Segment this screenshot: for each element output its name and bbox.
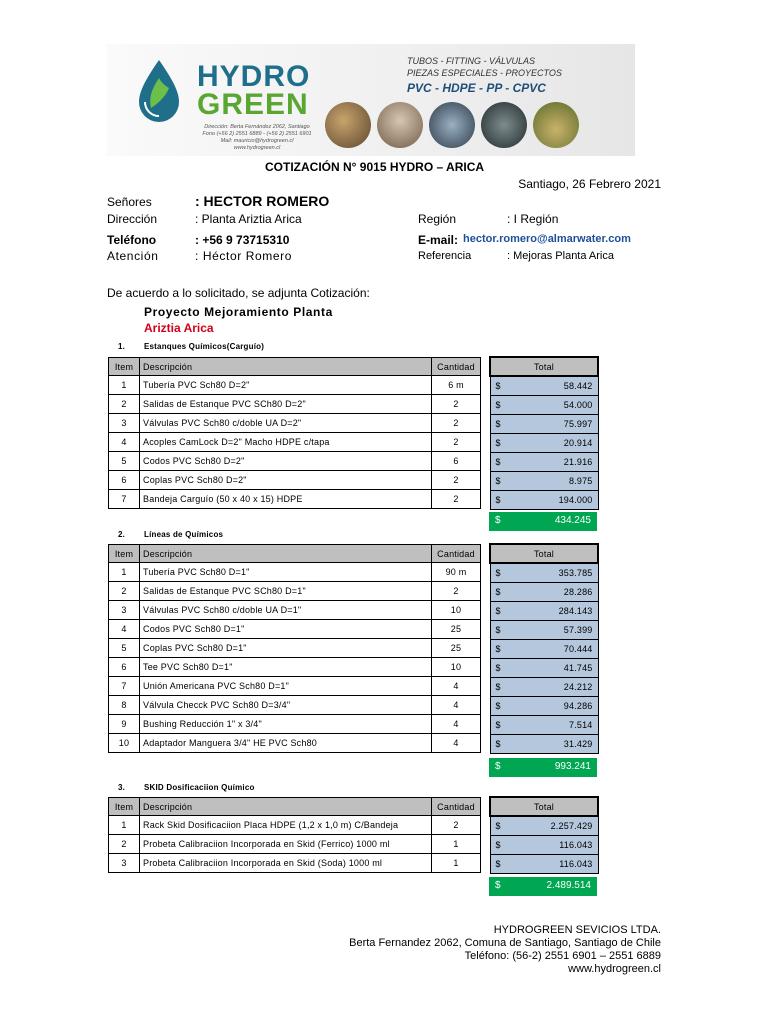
row-item-number: 3: [109, 601, 140, 620]
address-line: Fono (+56 2) 2551 6889 - (+56 2) 2551 6901: [202, 131, 312, 137]
row-quantity: 1: [432, 835, 481, 854]
col-total: Total: [490, 797, 598, 816]
row-description: Salidas de Estanque PVC SCh80 D=2": [140, 395, 432, 414]
direccion-label: Dirección: [107, 212, 158, 226]
section-3-table: [108, 797, 481, 873]
total-row: [490, 659, 598, 678]
table-row: [109, 582, 481, 601]
row-total: 194.000: [507, 491, 599, 510]
row-total: 353.785: [507, 563, 599, 583]
footer-phone: Teléfono: (56-2) 2551 6901 – 2551 6889: [464, 950, 661, 962]
photo-fittings: [429, 102, 475, 148]
row-total: 41.745: [507, 659, 599, 678]
direccion-value: : Planta Ariztia Arica: [195, 212, 302, 226]
currency-sign: $: [490, 640, 507, 659]
currency-sign: $: [490, 434, 507, 453]
client-name: : HECTOR ROMERO: [195, 193, 330, 209]
row-total: 54.000: [507, 396, 599, 415]
row-item-number: 6: [109, 471, 140, 490]
address-line: www.hydrogreen.cl: [233, 145, 281, 151]
currency-sign: $: [490, 415, 507, 434]
col-quantity: Cantidad: [432, 545, 481, 563]
row-total: 8.975: [507, 472, 599, 491]
row-item-number: 2: [109, 582, 140, 601]
address-line: Mail: mauricio@hydrogreen.cl: [220, 138, 294, 144]
section-1-totals: [489, 356, 599, 510]
row-quantity: 2: [432, 471, 481, 490]
water-drop-logo-icon: [135, 58, 183, 122]
senores-label: Señores: [107, 195, 152, 209]
total-row: [490, 472, 598, 491]
table-row: [109, 854, 481, 873]
row-item-number: 2: [109, 835, 140, 854]
currency-sign: $: [495, 880, 501, 891]
table-header-row: [109, 545, 481, 563]
total-row: [490, 583, 598, 602]
row-total: 21.916: [507, 453, 599, 472]
row-total: 94.286: [507, 697, 599, 716]
row-description: Válvulas PVC Sch80 c/doble UA D=2": [140, 414, 432, 433]
col-item: Item: [109, 798, 140, 816]
currency-sign: $: [490, 621, 507, 640]
row-description: Codos PVC Sch80 D=1": [140, 620, 432, 639]
section-1-number: 1.: [118, 342, 126, 351]
project-title: Proyecto Mejoramiento Planta: [144, 305, 333, 319]
region-label: Región: [418, 212, 457, 226]
currency-sign: $: [490, 659, 507, 678]
table-row: [109, 376, 481, 395]
currency-sign: $: [490, 583, 507, 602]
row-quantity: 25: [432, 620, 481, 639]
currency-sign: $: [495, 761, 501, 772]
row-description: Válvulas PVC Sch80 c/doble UA D=1": [140, 601, 432, 620]
row-item-number: 9: [109, 715, 140, 734]
row-item-number: 1: [109, 563, 140, 582]
total-row: [490, 453, 598, 472]
row-total: 20.914: [507, 434, 599, 453]
table-row: [109, 620, 481, 639]
telefono-value: : +56 9 73715310: [195, 233, 290, 247]
row-total: 116.043: [507, 855, 599, 874]
row-total: 58.442: [507, 376, 599, 396]
currency-sign: $: [490, 472, 507, 491]
row-item-number: 3: [109, 414, 140, 433]
total-row: [490, 602, 598, 621]
section-1-table: [108, 357, 481, 509]
row-total: 116.043: [507, 836, 599, 855]
section-3-name: SKID Dosificaciion Químico: [144, 783, 255, 792]
email-link[interactable]: hector.romero@almarwater.com: [463, 233, 631, 245]
quotation-title: COTIZACIÓN N° 9015 HYDRO – ARICA: [265, 160, 485, 174]
col-total: Total: [490, 544, 598, 563]
section-2-grand-total: [489, 758, 597, 777]
photo-plant: [481, 102, 527, 148]
currency-sign: $: [490, 563, 507, 583]
row-description: Bushing Reducción 1" x 3/4": [140, 715, 432, 734]
row-item-number: 8: [109, 696, 140, 715]
table-row: [109, 471, 481, 490]
atencion-value: : Héctor Romero: [195, 249, 293, 263]
col-quantity: Cantidad: [432, 798, 481, 816]
section-2-name: Líneas de Químicos: [144, 530, 224, 539]
table-row: [109, 490, 481, 509]
col-item: Item: [109, 545, 140, 563]
row-item-number: 10: [109, 734, 140, 753]
row-total: 24.212: [507, 678, 599, 697]
row-description: Adaptador Manguera 3/4" HE PVC Sch80: [140, 734, 432, 753]
row-quantity: 2: [432, 816, 481, 835]
row-quantity: 6: [432, 452, 481, 471]
row-description: Rack Skid Dosificaciion Placa HDPE (1,2 x 1,0 m) C/Bandeja: [140, 816, 432, 835]
row-quantity: 6 m: [432, 376, 481, 395]
currency-sign: $: [490, 453, 507, 472]
row-description: Coplas PVC Sch80 D=1": [140, 639, 432, 658]
currency-sign: $: [490, 491, 507, 510]
col-description: Descripción: [140, 798, 432, 816]
telefono-label: Teléfono: [107, 233, 157, 247]
currency-sign: $: [490, 816, 507, 836]
row-total: 2.257.429: [507, 816, 599, 836]
region-value: : I Región: [507, 212, 559, 226]
section-3-grand-total: [489, 877, 597, 896]
footer-company: HYDROGREEN SEVICIOS LTDA.: [493, 924, 661, 936]
table-row: [109, 452, 481, 471]
row-description: Salidas de Estanque PVC SCh80 D=1": [140, 582, 432, 601]
row-item-number: 5: [109, 639, 140, 658]
row-quantity: 4: [432, 677, 481, 696]
col-description: Descripción: [140, 358, 432, 376]
col-description: Descripción: [140, 545, 432, 563]
table-row: [109, 835, 481, 854]
total-row: [490, 563, 598, 583]
grand-total-value: 434.245: [554, 515, 591, 526]
row-description: Bandeja Carguío (50 x 40 x 15) HDPE: [140, 490, 432, 509]
section-2-totals: [489, 543, 599, 754]
currency-sign: $: [490, 836, 507, 855]
row-item-number: 7: [109, 490, 140, 509]
col-quantity: Cantidad: [432, 358, 481, 376]
currency-sign: $: [490, 602, 507, 621]
currency-sign: $: [490, 735, 507, 754]
row-total: 31.429: [507, 735, 599, 754]
currency-sign: $: [495, 515, 501, 526]
row-item-number: 7: [109, 677, 140, 696]
brand-name-bottom: GREEN: [197, 88, 309, 121]
row-description: Acoples CamLock D=2" Macho HDPE c/tapa: [140, 433, 432, 452]
project-subtitle: Ariztia Arica: [144, 321, 214, 335]
total-row: [490, 716, 598, 735]
currency-sign: $: [490, 376, 507, 396]
row-description: Tee PVC Sch80 D=1": [140, 658, 432, 677]
table-row: [109, 395, 481, 414]
footer-website[interactable]: www.hydrogreen.cl: [568, 963, 661, 975]
row-quantity: 4: [432, 715, 481, 734]
tagline-materials: PVC - HDPE - PP - CPVC: [407, 81, 546, 95]
intro-text: De acuerdo a lo solicitado, se adjunta Cotización:: [107, 286, 370, 300]
currency-sign: $: [490, 396, 507, 415]
row-description: Probeta Calibraciion Incorporada en Skid (Ferrico) 1000 ml: [140, 835, 432, 854]
total-row: [490, 396, 598, 415]
table-row: [109, 677, 481, 696]
email-label: E-mail:: [418, 233, 459, 247]
row-quantity: 2: [432, 433, 481, 452]
row-item-number: 3: [109, 854, 140, 873]
row-description: Tubería PVC Sch80 D=2": [140, 376, 432, 395]
row-total: 57.399: [507, 621, 599, 640]
total-row: [490, 697, 598, 716]
row-total: 70.444: [507, 640, 599, 659]
total-row: [490, 376, 598, 396]
total-row: [490, 735, 598, 754]
row-quantity: 10: [432, 658, 481, 677]
currency-sign: $: [490, 716, 507, 735]
row-item-number: 6: [109, 658, 140, 677]
grand-total-value: 2.489.514: [546, 880, 591, 891]
referencia-label: Referencia: [418, 250, 472, 262]
total-row: [490, 816, 598, 836]
table-row: [109, 816, 481, 835]
table-header-row: [109, 358, 481, 376]
row-item-number: 1: [109, 376, 140, 395]
table-row: [109, 639, 481, 658]
table-row: [109, 601, 481, 620]
row-quantity: 90 m: [432, 563, 481, 582]
row-quantity: 2: [432, 414, 481, 433]
row-description: Codos PVC Sch80 D=2": [140, 452, 432, 471]
header-banner: [107, 44, 635, 156]
row-item-number: 5: [109, 452, 140, 471]
currency-sign: $: [490, 678, 507, 697]
col-item: Item: [109, 358, 140, 376]
row-item-number: 1: [109, 816, 140, 835]
row-description: Válvula Checck PVC Sch80 D=3/4": [140, 696, 432, 715]
section-2-table: [108, 544, 481, 753]
currency-sign: $: [490, 697, 507, 716]
table-header-row: [109, 798, 481, 816]
photo-valves: [377, 102, 423, 148]
row-quantity: 4: [432, 696, 481, 715]
row-item-number: 2: [109, 395, 140, 414]
atencion-label: Atención: [107, 249, 159, 263]
row-item-number: 4: [109, 433, 140, 452]
tagline-products: TUBOS - FITTING - VÁLVULAS: [407, 56, 536, 66]
photo-pipes: [325, 102, 371, 148]
row-quantity: 10: [432, 601, 481, 620]
col-total: Total: [490, 357, 598, 376]
table-row: [109, 563, 481, 582]
section-1-grand-total: [489, 512, 597, 531]
table-row: [109, 696, 481, 715]
row-total: 7.514: [507, 716, 599, 735]
address-line: Dirección: Berta Fernández 2062, Santiago: [204, 124, 310, 130]
total-row: [490, 415, 598, 434]
quotation-date: Santiago, 26 Febrero 2021: [518, 177, 661, 191]
row-description: Unión Americana PVC Sch80 D=1": [140, 677, 432, 696]
total-row: [490, 491, 598, 510]
row-total: 284.143: [507, 602, 599, 621]
row-quantity: 2: [432, 582, 481, 601]
total-row: [490, 678, 598, 697]
section-3-number: 3.: [118, 783, 126, 792]
total-row: [490, 621, 598, 640]
row-description: Coplas PVC Sch80 D=2": [140, 471, 432, 490]
row-item-number: 4: [109, 620, 140, 639]
table-row: [109, 734, 481, 753]
grand-total-value: 993.241: [554, 761, 591, 772]
total-row: [490, 855, 598, 874]
photo-installation: [533, 102, 579, 148]
row-quantity: 2: [432, 490, 481, 509]
section-2-number: 2.: [118, 530, 126, 539]
row-quantity: 1: [432, 854, 481, 873]
total-row: [490, 434, 598, 453]
referencia-value: : Mejoras Planta Arica: [507, 250, 614, 262]
brand-name-top: HYDRO: [197, 60, 311, 93]
footer-address: Berta Fernandez 2062, Comuna de Santiago, Santiago de Chile: [349, 937, 661, 949]
row-description: Probeta Calibraciion Incorporada en Skid (Soda) 1000 ml: [140, 854, 432, 873]
row-quantity: 2: [432, 395, 481, 414]
currency-sign: $: [490, 855, 507, 874]
row-total: 28.286: [507, 583, 599, 602]
row-total: 75.997: [507, 415, 599, 434]
table-row: [109, 658, 481, 677]
table-row: [109, 433, 481, 452]
section-1-name: Estanques Químicos(Carguío): [144, 342, 265, 351]
tagline-services: PIEZAS ESPECIALES - PROYECTOS: [407, 68, 562, 78]
banner-address: [202, 124, 312, 152]
row-quantity: 25: [432, 639, 481, 658]
table-row: [109, 414, 481, 433]
row-description: Tubería PVC Sch80 D=1": [140, 563, 432, 582]
total-row: [490, 836, 598, 855]
table-row: [109, 715, 481, 734]
section-3-totals: [489, 796, 599, 874]
total-row: [490, 640, 598, 659]
row-quantity: 4: [432, 734, 481, 753]
